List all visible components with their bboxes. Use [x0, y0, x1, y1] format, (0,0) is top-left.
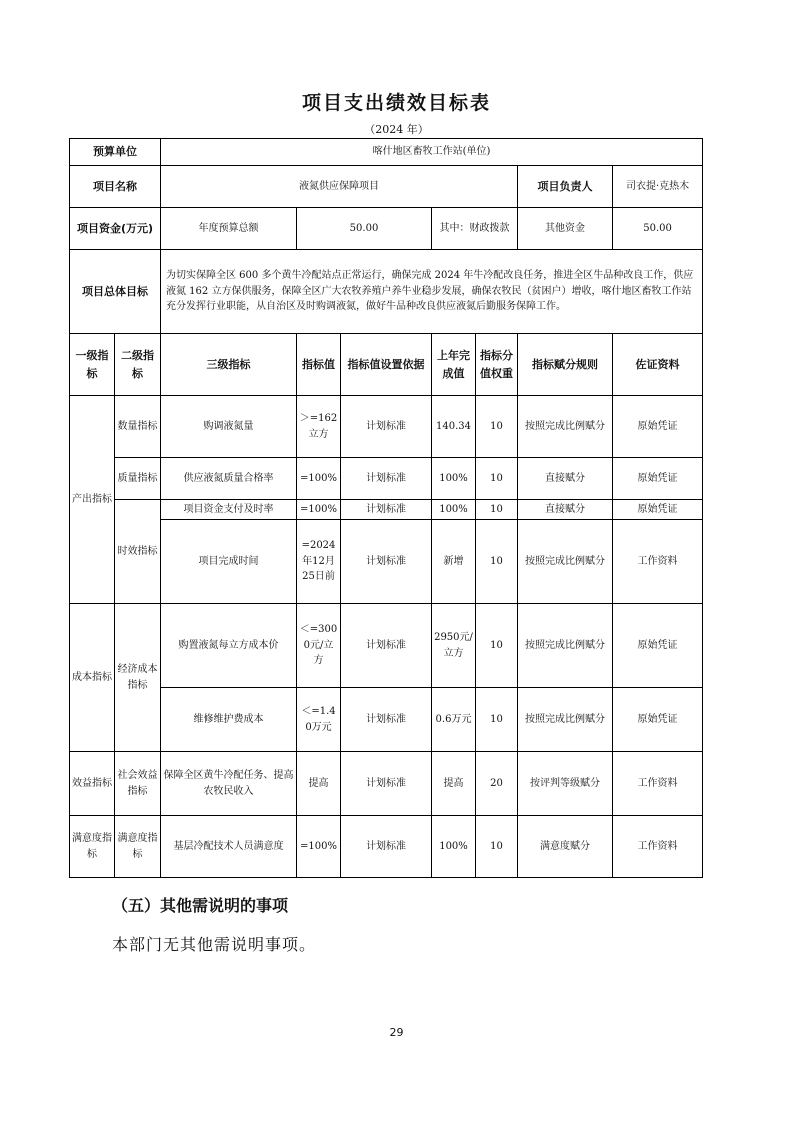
indicator-value: ＜=1.40万元 — [297, 688, 341, 752]
col-header: 指标值 — [297, 334, 341, 396]
indicator-evidence: 原始凭证 — [613, 688, 703, 752]
funds-label: 项目资金(万元) — [70, 208, 161, 250]
indicator-name: 供应液氮质量合格率 — [161, 458, 297, 500]
indicator-value: ＞=162立方 — [297, 396, 341, 458]
indicator-rule: 按照完成比例赋分 — [518, 520, 613, 604]
indicator-weight: 20 — [476, 752, 518, 816]
indicator-value: =100% — [297, 816, 341, 878]
indicator-name: 项目资金支付及时率 — [161, 500, 297, 520]
responsible-value: 司衣提·克热木 — [613, 166, 703, 208]
indicator-value: =100% — [297, 458, 341, 500]
col-header: 一级指标 — [70, 334, 115, 396]
section-text: 本部门无其他需说明事项。 — [112, 935, 317, 954]
indicator-weight: 10 — [476, 816, 518, 878]
table-row — [70, 396, 703, 458]
budget-unit-value: 喀什地区畜牧工作站(单位) — [161, 139, 703, 166]
indicator-prev: 2950元/立方 — [432, 604, 476, 688]
performance-table — [69, 138, 703, 878]
subgroup-satisfaction: 满意度指标 — [115, 816, 161, 878]
indicator-name: 维修维护费成本 — [161, 688, 297, 752]
indicator-weight: 10 — [476, 688, 518, 752]
indicator-basis: 计划标准 — [341, 604, 432, 688]
indicator-basis: 计划标准 — [341, 396, 432, 458]
other-value: 50.00 — [613, 208, 703, 250]
year-label: （2024 年） — [364, 123, 429, 136]
indicator-basis: 计划标准 — [341, 520, 432, 604]
annual-budget-value: 50.00 — [297, 208, 432, 250]
annual-budget-label: 年度预算总额 — [161, 208, 297, 250]
table-row — [70, 520, 703, 604]
indicator-rule: 直接赋分 — [518, 500, 613, 520]
col-header: 三级指标 — [161, 334, 297, 396]
table-row — [70, 500, 703, 520]
col-header: 佐证资料 — [613, 334, 703, 396]
col-header: 指标分值权重 — [476, 334, 518, 396]
indicator-rule: 按照完成比例赋分 — [518, 688, 613, 752]
budget-unit-label: 预算单位 — [70, 139, 161, 166]
table-row — [70, 604, 703, 688]
indicator-name: 基层冷配技术人员满意度 — [161, 816, 297, 878]
indicator-prev: 新增 — [432, 520, 476, 604]
subgroup-timeliness: 时效指标 — [115, 500, 161, 604]
group-satisfaction: 满意度指标 — [70, 816, 115, 878]
project-name-value: 液氮供应保障项目 — [161, 166, 518, 208]
page-title: 项目支出绩效目标表 — [301, 92, 491, 114]
col-header: 二级指标 — [115, 334, 161, 396]
table-row — [70, 688, 703, 752]
fiscal-label: 其中：财政拨款 — [432, 208, 518, 250]
section-heading: （五）其他需说明的事项 — [112, 896, 289, 915]
project-name-label: 项目名称 — [70, 166, 161, 208]
group-benefit: 效益指标 — [70, 752, 115, 816]
indicator-prev: 100% — [432, 500, 476, 520]
indicator-value: 提高 — [297, 752, 341, 816]
indicator-rule: 按评判等级赋分 — [518, 752, 613, 816]
indicator-prev: 0.6万元 — [432, 688, 476, 752]
table-row — [70, 816, 703, 878]
indicator-weight: 10 — [476, 458, 518, 500]
col-header: 指标赋分规则 — [518, 334, 613, 396]
indicator-prev: 100% — [432, 458, 476, 500]
indicator-evidence: 原始凭证 — [613, 604, 703, 688]
other-label: 其他资金 — [518, 208, 613, 250]
goal-label: 项目总体目标 — [70, 250, 161, 334]
group-output: 产出指标 — [70, 396, 115, 604]
indicator-weight: 10 — [476, 604, 518, 688]
responsible-label: 项目负责人 — [518, 166, 613, 208]
indicator-rule: 直接赋分 — [518, 458, 613, 500]
subgroup-quantity: 数量指标 — [115, 396, 161, 458]
indicator-name: 购置液氮每立方成本价 — [161, 604, 297, 688]
indicator-rule: 按照完成比例赋分 — [518, 604, 613, 688]
indicator-prev: 140.34 — [432, 396, 476, 458]
indicator-prev: 100% — [432, 816, 476, 878]
indicator-weight: 10 — [476, 500, 518, 520]
indicator-rule: 按照完成比例赋分 — [518, 396, 613, 458]
indicator-value: =2024年12月25日前 — [297, 520, 341, 604]
table-row — [70, 458, 703, 500]
table-row — [70, 752, 703, 816]
subgroup-economic: 经济成本指标 — [115, 604, 161, 752]
page-number: 29 — [389, 1026, 404, 1039]
indicator-evidence: 原始凭证 — [613, 458, 703, 500]
indicator-evidence: 工作资料 — [613, 816, 703, 878]
indicator-value: ＜=3000元/立方 — [297, 604, 341, 688]
indicator-prev: 提高 — [432, 752, 476, 816]
indicator-basis: 计划标准 — [341, 500, 432, 520]
indicator-basis: 计划标准 — [341, 458, 432, 500]
indicator-weight: 10 — [476, 520, 518, 604]
indicator-basis: 计划标准 — [341, 752, 432, 816]
indicator-evidence: 工作资料 — [613, 520, 703, 604]
indicator-name: 项目完成时间 — [161, 520, 297, 604]
goal-text: 为切实保障全区 600 多个黄牛冷配站点正常运行，确保完成 2024 年牛冷配改良任务，推进全区牛品种改良工作，供应液氮 162 立方保供服务，保障全区广大农牧养殖户养牛业稳步发展，确保农牧民（贫困户）增收，喀什地区畜牧工作站充分发挥行业职能，从自治区及时购调液氮，做好牛品种改良供应液氮后勤服务保障工作。 — [161, 250, 703, 334]
indicator-basis: 计划标准 — [341, 688, 432, 752]
col-header: 指标值设置依据 — [341, 334, 432, 396]
indicator-basis: 计划标准 — [341, 816, 432, 878]
indicator-rule: 满意度赋分 — [518, 816, 613, 878]
indicator-evidence: 原始凭证 — [613, 396, 703, 458]
indicator-evidence: 原始凭证 — [613, 500, 703, 520]
indicator-value: =100% — [297, 500, 341, 520]
subgroup-quality: 质量指标 — [115, 458, 161, 500]
col-header: 上年完成值 — [432, 334, 476, 396]
indicator-weight: 10 — [476, 396, 518, 458]
indicator-name: 购调液氮量 — [161, 396, 297, 458]
subgroup-social: 社会效益指标 — [115, 752, 161, 816]
group-cost: 成本指标 — [70, 604, 115, 752]
indicator-evidence: 工作资料 — [613, 752, 703, 816]
indicator-name: 保障全区黄牛冷配任务、提高农牧民收入 — [161, 752, 297, 816]
